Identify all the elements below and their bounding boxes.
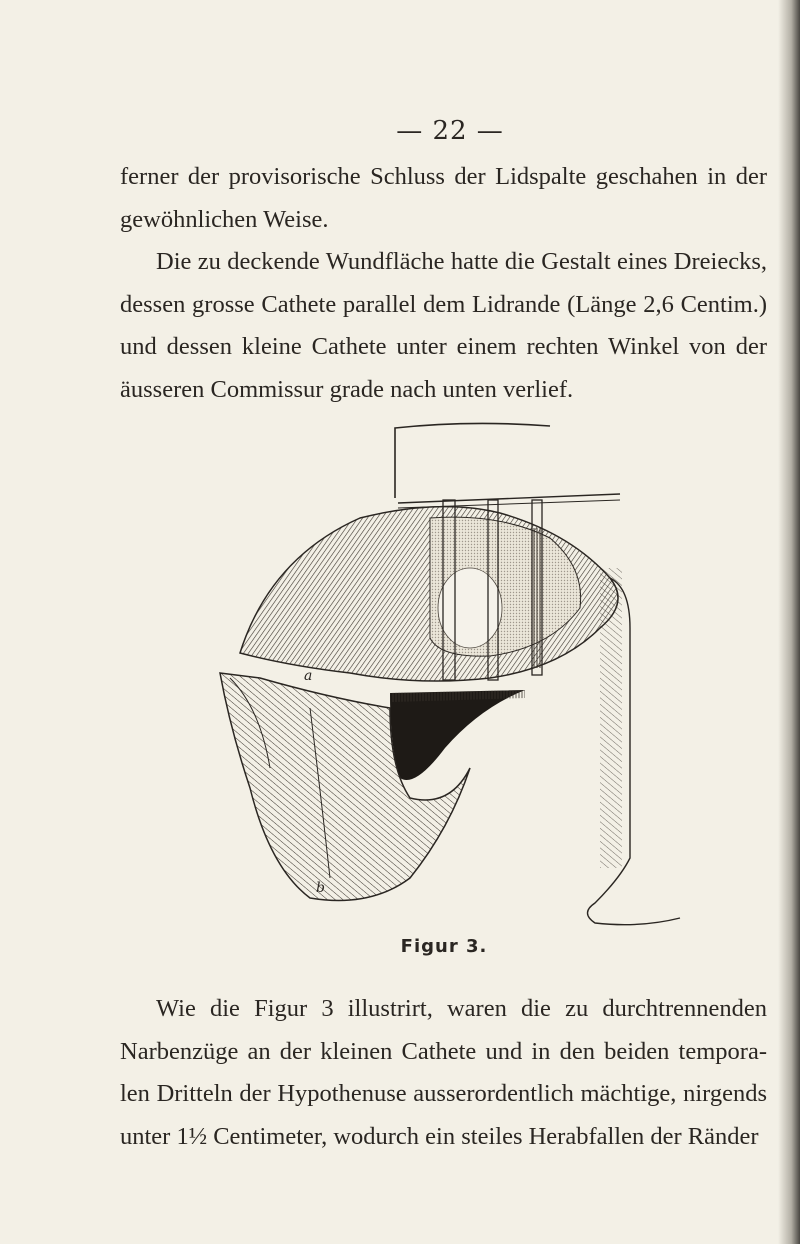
- text-block-top: [120, 156, 767, 411]
- figure-illustration: [200, 408, 740, 938]
- page-number: — 22 —: [396, 116, 504, 146]
- figure-label-b: b: [316, 880, 325, 896]
- text-block-bottom: [120, 988, 767, 1158]
- figure-label-a: a: [304, 668, 313, 684]
- figure-caption: Figur 3.: [400, 936, 488, 957]
- paragraph-1: ferner der provisorische Schluss der Lidspalte geschahen in der gewöhnlichen Weise.: [120, 163, 767, 233]
- page-edge-shadow: [778, 0, 800, 1244]
- eye-engraving: [200, 408, 740, 938]
- paragraph-3: Wie die Figur 3 illustrirt, waren die zu durchtrennenden Narbenzüge an der kleinen Cathete und in den beiden tempora-len Dritteln der Hypothenuse ausserordentlich mächtige, nirgends unter 1½ Centimeter, wodurch ein steiles Herabfallen der Ränder: [120, 995, 767, 1150]
- paragraph-2: Die zu deckende Wundfläche hatte die Gestalt eines Dreiecks, dessen grosse Cathete parallel dem Lidrande (Länge 2,6 Centim.) und dessen kleine Cathete unter einem rechten Winkel von der äusseren Commissur grade nach unten verlief.: [120, 248, 767, 403]
